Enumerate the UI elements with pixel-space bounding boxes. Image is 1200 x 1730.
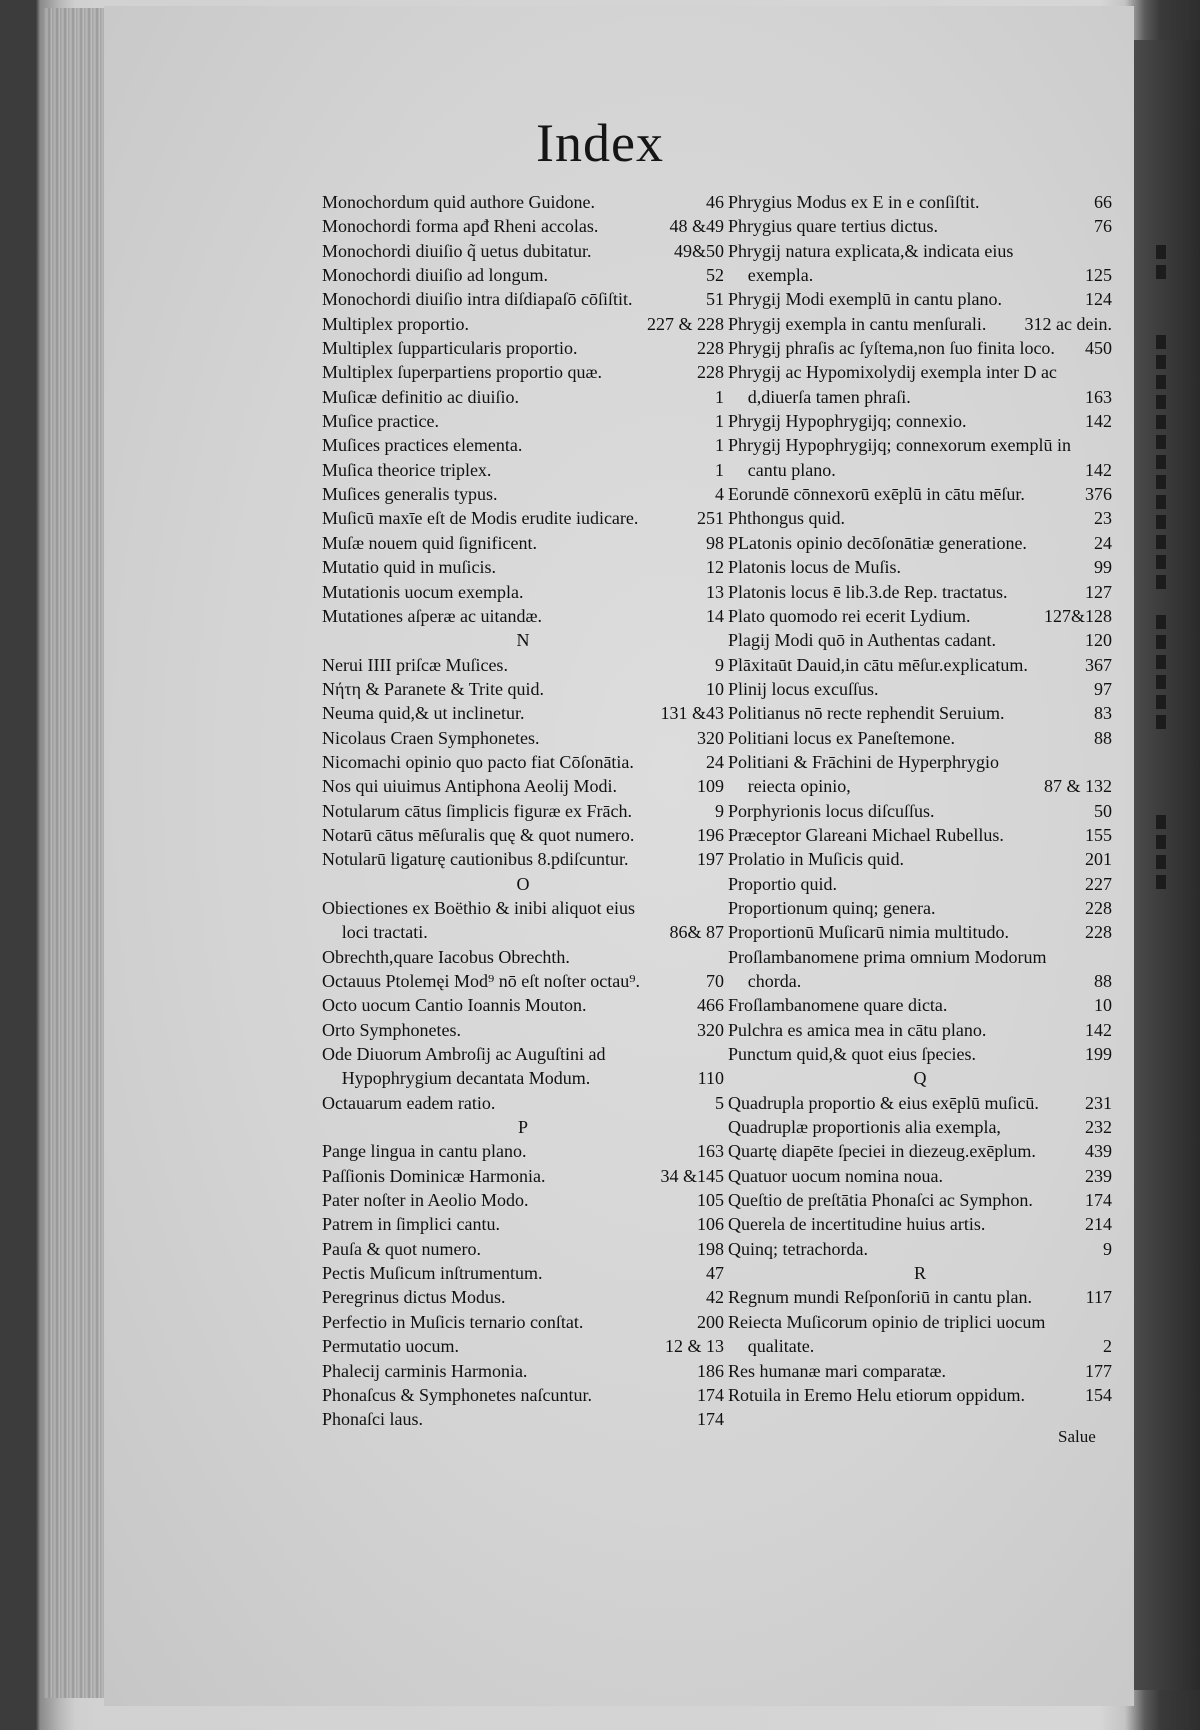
index-entry-page: 142 xyxy=(1085,459,1112,480)
running-title: Index xyxy=(536,113,664,173)
index-entry-term: Plato quomodo rei ecerit Lydium. xyxy=(728,605,971,626)
facing-page-text-fragment xyxy=(1156,535,1166,549)
index-entry-term: Peregrinus dictus Modus. xyxy=(322,1287,506,1308)
index-entry-page: 439 xyxy=(1085,1141,1112,1162)
index-entry-term: Monochordi diuiſio q̃ uetus dubitatur. xyxy=(322,240,592,261)
index-entry-term: Phonaſci laus. xyxy=(322,1409,423,1430)
index-entry-term: Muſæ nouem quid ſignificent. xyxy=(322,532,537,553)
index-entry xyxy=(728,701,1112,725)
index-entry-page: 1 xyxy=(715,459,724,480)
facing-page-text-fragment xyxy=(1156,695,1166,709)
index-entry-term: Nicolaus Craen Symphonetes. xyxy=(322,727,540,748)
index-entry xyxy=(728,1018,1112,1042)
index-entry-page: 312 ac dein. xyxy=(1024,313,1112,334)
index-entry xyxy=(322,701,724,725)
index-entry-term: Platonis locus de Muſis. xyxy=(728,557,902,578)
index-entry-page: 127&128 xyxy=(1043,605,1112,626)
index-entry xyxy=(322,1139,724,1163)
index-entry xyxy=(728,1212,1112,1236)
index-entry xyxy=(322,799,724,823)
index-entry-page: 1 xyxy=(715,435,724,456)
facing-page-text-fragment xyxy=(1156,395,1166,409)
index-entry xyxy=(728,872,1112,896)
facing-page-text-fragment xyxy=(1156,495,1166,509)
index-entry xyxy=(322,1310,724,1334)
index-entry xyxy=(322,847,724,871)
index-entry-term: Mutationis uocum exempla. xyxy=(322,581,524,602)
index-entry-page: 9 xyxy=(715,800,724,821)
index-entry-term: Pange lingua in cantu plano. xyxy=(322,1141,527,1162)
index-entry xyxy=(728,799,1112,823)
index-entry xyxy=(322,726,724,750)
index-entry xyxy=(728,677,1112,701)
index-entry-term: Obrechth,quare Iacobus Obrechth. xyxy=(322,946,570,967)
index-entry-term: Muſica theorice triplex. xyxy=(322,459,492,480)
index-entry-term: Regnum mundi Reſponſoriū in cantu plan. xyxy=(728,1287,1032,1308)
index-entry xyxy=(322,287,724,311)
index-entry-page: 466 xyxy=(697,995,724,1016)
index-entry xyxy=(728,1285,1112,1309)
index-entry-term: Punctum quid,& quot eius ſpecies. xyxy=(728,1044,976,1065)
index-letter-heading: N xyxy=(516,630,530,651)
index-entry-page: 110 xyxy=(697,1068,724,1089)
index-entry xyxy=(322,409,724,433)
index-entry-page: 46 xyxy=(706,192,724,212)
facing-page-text-fragment xyxy=(1156,675,1166,689)
facing-page-edge xyxy=(1134,40,1200,1690)
index-entry xyxy=(322,1261,724,1285)
facing-page-text-fragment xyxy=(1156,575,1166,589)
index-entry xyxy=(728,360,1112,409)
index-entry xyxy=(728,945,1112,994)
index-entry-term: Phalecij carminis Harmonia. xyxy=(322,1360,528,1381)
index-entry-page: 9 xyxy=(1103,1238,1112,1259)
index-entry xyxy=(728,628,1112,652)
index-entry-term: Res humanæ mari comparatæ. xyxy=(728,1360,946,1381)
index-entry xyxy=(728,750,1112,799)
index-entry-term: Phrygius Modus ex E in e conſiſtit. xyxy=(728,192,980,212)
index-entry-page: 48 &49 xyxy=(669,216,724,237)
index-entry-term: Quatuor uocum nomina noua. xyxy=(728,1165,943,1186)
index-entry-page: 66 xyxy=(1094,192,1112,212)
index-entry xyxy=(322,1212,724,1236)
index-entry-term: Monochordi diuiſio ad longum. xyxy=(322,265,548,286)
index-entry xyxy=(728,287,1112,311)
index-entry xyxy=(322,1164,724,1188)
index-entry-term: Muſices generalis typus. xyxy=(322,484,498,505)
index-entry-term: Quadrupla proportio & eius exēplū muſicū. xyxy=(728,1092,1039,1113)
index-entry-term: Multiplex ſuperpartiens proportio quæ. xyxy=(322,362,602,383)
index-entry-page: 124 xyxy=(1085,289,1112,310)
facing-page-text-fragment xyxy=(1156,335,1166,349)
facing-page-text-fragment xyxy=(1156,355,1166,369)
index-entry xyxy=(728,653,1112,677)
index-entry xyxy=(322,1359,724,1383)
index-entry xyxy=(322,555,724,579)
index-entry-page: 251 xyxy=(697,508,724,529)
index-entry-term: Multiplex ſupparticularis proportio. xyxy=(322,338,578,359)
index-entry-term: Nerui IIII priſcæ Muſices. xyxy=(322,654,508,675)
index-entry-term: Plinij locus excuſſus. xyxy=(728,678,879,699)
index-entry xyxy=(728,1237,1112,1261)
facing-page-text-fragment xyxy=(1156,615,1166,629)
index-entry xyxy=(322,214,724,238)
index-entry-page: 177 xyxy=(1085,1360,1112,1381)
index-entry-page: 109 xyxy=(697,776,724,797)
index-entry xyxy=(728,1188,1112,1212)
index-entry xyxy=(728,531,1112,555)
index-entry-page: 142 xyxy=(1085,1019,1112,1040)
index-entry xyxy=(322,969,724,993)
index-entry-page: 227 xyxy=(1085,873,1112,894)
index-entry-term: Orto Symphonetes. xyxy=(322,1019,461,1040)
index-entry-page: 186 xyxy=(697,1360,724,1381)
index-entry-page: 131 &43 xyxy=(660,703,724,724)
index-entry xyxy=(322,190,724,214)
index-entry xyxy=(322,1237,724,1261)
index-entry-page: 154 xyxy=(1085,1384,1112,1405)
index-entry-term: Proportionum quinq; genera. xyxy=(728,897,936,918)
facing-page-text-fragment xyxy=(1156,375,1166,389)
facing-page-text-fragment xyxy=(1156,715,1166,729)
index-entry xyxy=(322,1334,724,1358)
index-entry xyxy=(322,1285,724,1309)
index-entry xyxy=(322,1091,724,1115)
index-entry-page: 5 xyxy=(715,1092,724,1113)
index-entry-page: 24 xyxy=(1094,532,1112,553)
index-entry xyxy=(728,726,1112,750)
index-entry-page: 42 xyxy=(706,1287,724,1308)
index-entry xyxy=(728,506,1112,530)
index-entry-term: Querela de incertitudine huius artis. xyxy=(728,1214,986,1235)
index-entry xyxy=(322,653,724,677)
index-entry-page: 163 xyxy=(1085,386,1112,407)
index-entry-page: 106 xyxy=(697,1214,724,1235)
index-entry xyxy=(322,945,724,969)
index-entry-term: Muſicū maxīe eſt de Modis erudite iudicare. xyxy=(322,508,639,529)
index-entry-term: Patrem in ſimplici cantu. xyxy=(322,1214,500,1235)
index-entry-term: Permutatio uocum. xyxy=(322,1336,459,1357)
index-entry-term: Rotuila in Eremo Helu etiorum oppidum. xyxy=(728,1384,1025,1405)
facing-page-text-fragment xyxy=(1156,835,1166,849)
index-entry-term: Reiecta Muſicorum opinio de triplici uocum qualitate. xyxy=(728,1311,1046,1357)
index-entry-term: Muſice practice. xyxy=(322,411,439,432)
index-entry xyxy=(322,580,724,604)
index-entry xyxy=(728,823,1112,847)
index-entry-term: Phrygij Modi exemplū in cantu plano. xyxy=(728,289,1002,310)
index-entry xyxy=(728,214,1112,238)
index-entry-term: Notularum cātus ſimplicis figuræ ex Frāch. xyxy=(322,800,632,821)
index-entry-page: 201 xyxy=(1085,849,1112,870)
index-entry-page: 99 xyxy=(1094,557,1112,578)
facing-page-text-fragment xyxy=(1156,415,1166,429)
index-entry xyxy=(322,1383,724,1407)
index-entry-term: Quartę diapēte ſpeciei in diezeug.exēplum. xyxy=(728,1141,1036,1162)
index-entry-term: Monochordum quid authore Guidone. xyxy=(322,192,595,212)
index-entry-page: 13 xyxy=(706,581,724,602)
index-column-right xyxy=(728,190,1112,1407)
index-letter-heading: O xyxy=(516,873,530,894)
index-entry-term: Nos qui uiuimus Antiphona Aeolij Modi. xyxy=(322,776,618,797)
index-entry xyxy=(728,1139,1112,1163)
index-entry-page: 120 xyxy=(1085,630,1112,651)
index-entry-page: 320 xyxy=(697,1019,724,1040)
index-entry-term: Notarū cātus mēſuralis quę & quot numero. xyxy=(322,824,635,845)
index-entry-term: Perfectio in Muſicis ternario conſtat. xyxy=(322,1311,584,1332)
index-entry xyxy=(728,336,1112,360)
index-entry-term: Phrygij natura explicata,& indicata eius exempla. xyxy=(728,240,1014,286)
index-entry-term: Pauſa & quot numero. xyxy=(322,1238,481,1259)
index-entry xyxy=(322,239,724,263)
index-entry-page: 97 xyxy=(1094,678,1112,699)
index-entry xyxy=(322,336,724,360)
index-entry-page: 10 xyxy=(706,678,724,699)
index-entry-page: 200 xyxy=(697,1311,724,1332)
index-entry-page: 197 xyxy=(697,849,724,870)
index-entry xyxy=(728,1042,1112,1066)
index-entry xyxy=(728,1310,1112,1359)
index-column-left xyxy=(322,190,724,1432)
index-entry-term: Mutatio quid in muſicis. xyxy=(322,557,496,578)
index-entry-term: Plāxitaūt Dauid,in cātu mēſur.explicatum. xyxy=(728,654,1028,675)
index-entry-page: 127 xyxy=(1085,581,1112,602)
index-entry-page: 227 & 228 xyxy=(646,313,724,334)
index-entry-term: Νήτη & Paranete & Trite quid. xyxy=(322,678,545,699)
index-entry-term: Paſſionis Dominicæ Harmonia. xyxy=(322,1165,546,1186)
index-entry-page: 228 xyxy=(1085,897,1112,918)
index-entry-term: Phonaſcus & Symphonetes naſcuntur. xyxy=(322,1384,592,1405)
index-entry-page: 320 xyxy=(697,727,724,748)
index-entry xyxy=(322,677,724,701)
index-entry xyxy=(322,360,724,384)
index-entry xyxy=(322,750,724,774)
index-entry-page: 76 xyxy=(1094,216,1112,237)
index-letter-heading: P xyxy=(517,1117,528,1138)
index-entry xyxy=(322,1188,724,1212)
index-entry-page: 52 xyxy=(706,265,724,286)
index-entry xyxy=(728,1164,1112,1188)
index-entry-page: 198 xyxy=(697,1238,724,1259)
index-entry xyxy=(728,312,1112,336)
index-entry-term: Politiani & Frāchini de Hyperphrygio reiecta opinio, xyxy=(728,751,999,797)
index-entry-page: 49&50 xyxy=(673,240,724,261)
index-entry xyxy=(728,1115,1112,1139)
index-entry-page: 88 xyxy=(1094,727,1112,748)
index-entry-term: Quinq; tetrachorda. xyxy=(728,1238,868,1259)
index-entry-page: 1 xyxy=(715,386,724,407)
index-entry-page: 155 xyxy=(1085,824,1112,845)
index-letter-heading: R xyxy=(913,1263,926,1284)
facing-page-text-fragment xyxy=(1156,455,1166,469)
facing-page-text-fragment xyxy=(1156,475,1166,489)
index-entry xyxy=(322,458,724,482)
index-entry-term: Politianus nō recte rephendit Seruium. xyxy=(728,703,1005,724)
index-entry xyxy=(322,774,724,798)
index-entry xyxy=(322,312,724,336)
index-entry xyxy=(322,1407,724,1431)
facing-page-text-fragment xyxy=(1156,655,1166,669)
index-entry-term: Pater noſter in Aeolio Modo. xyxy=(322,1190,529,1211)
index-entry-page: 86& 87 xyxy=(669,922,724,943)
index-entry-term: Octauarum eadem ratio. xyxy=(322,1092,496,1113)
index-entry-page: 98 xyxy=(706,532,724,553)
index-entry xyxy=(728,433,1112,482)
facing-page-text-fragment xyxy=(1156,245,1166,259)
index-entry-term: PLatonis opinio decōſonātiæ generatione. xyxy=(728,532,1027,553)
index-entry xyxy=(322,993,724,1017)
index-entry-term: Platonis locus ē lib.3.de Rep. tractatus. xyxy=(728,581,1008,602)
index-entry-page: 174 xyxy=(697,1409,724,1430)
index-entry xyxy=(322,506,724,530)
facing-page-text-fragment xyxy=(1156,875,1166,889)
index-entry-term: Octauus Ptolemęi Mod⁹ nō eſt noſter octau⁹. xyxy=(322,971,640,991)
index-entry-page: 232 xyxy=(1085,1117,1112,1138)
index-letter-heading: Q xyxy=(913,1068,927,1089)
facing-page-text-fragment xyxy=(1156,515,1166,529)
index-entry xyxy=(728,482,1112,506)
index-entry-page: 88 xyxy=(1094,971,1112,991)
index-entry-page: 239 xyxy=(1085,1165,1112,1186)
index-entry xyxy=(728,896,1112,920)
index-entry-page: 12 xyxy=(706,557,724,578)
index-entry-term: Obiectiones ex Boëthio & inibi aliquot eius loci tractati. xyxy=(322,897,635,943)
index-entry-term: Froſlambanomene quare dicta. xyxy=(728,995,948,1016)
facing-page-text-fragment xyxy=(1156,815,1166,829)
facing-page-text-fragment xyxy=(1156,555,1166,569)
index-entry-page: 70 xyxy=(706,971,724,991)
index-entry-term: Phthongus quid. xyxy=(728,508,846,529)
index-entry xyxy=(728,409,1112,433)
index-entry-term: Præceptor Glareani Michael Rubellus. xyxy=(728,824,1004,845)
index-entry-term: Quadruplæ proportionis alia exempla, xyxy=(728,1117,1001,1138)
index-entry-term: Mutationes aſperæ ac uitandæ. xyxy=(322,605,542,626)
index-entry-term: Neuma quid,& ut inclinetur. xyxy=(322,703,525,724)
index-entry-page: 228 xyxy=(697,362,724,383)
page-edges-stack xyxy=(44,8,104,1698)
index-entry xyxy=(728,1383,1112,1407)
index-entry xyxy=(728,604,1112,628)
index-entry-term: Pulchra es amica mea in cātu plano. xyxy=(728,1019,987,1040)
index-entry-term: Monochordi forma apđ Rheni accolas. xyxy=(322,216,599,237)
index-entry-page: 163 xyxy=(697,1141,724,1162)
index-entry-page: 51 xyxy=(706,289,724,310)
index-entry-term: Prolatio in Muſicis quid. xyxy=(728,849,905,870)
index-entry xyxy=(322,531,724,555)
index-entry-page: 10 xyxy=(1094,995,1112,1016)
index-entry-page: 450 xyxy=(1085,338,1112,359)
index-entry xyxy=(322,823,724,847)
index-entry-term: Proſlambanomene prima omnium Modorum chorda. xyxy=(728,946,1047,991)
index-entry-term: Plagij Modi quō in Authentas cadant. xyxy=(728,630,996,651)
index-entry-term: Muſicæ definitio ac diuiſio. xyxy=(322,386,519,407)
index-entry xyxy=(322,604,724,628)
index-entry-page: 214 xyxy=(1085,1214,1112,1235)
index-entry-term: Politiani locus ex Paneſtemone. xyxy=(728,727,955,748)
index-entry-page: 117 xyxy=(1085,1287,1112,1308)
index-entry-page: 105 xyxy=(697,1190,724,1211)
index-entry xyxy=(728,1091,1112,1115)
index-entry-term: Porphyrionis locus diſcuſſus. xyxy=(728,800,935,821)
index-entry-term: Multiplex proportio. xyxy=(322,313,469,334)
index-entry xyxy=(728,1359,1112,1383)
index-entry-term: Pectis Muſicum inſtrumentum. xyxy=(322,1263,543,1284)
index-entry-term: Nicomachi opinio quo pacto fiat Cōſonātia. xyxy=(322,751,634,772)
index-entry xyxy=(728,993,1112,1017)
index-entry-term: Ode Diuorum Ambroſij ac Auguſtini ad Hypophrygium decantata Modum. xyxy=(322,1044,606,1089)
index-entry xyxy=(322,1042,724,1091)
index-entry xyxy=(728,920,1112,944)
index-entry-term: Muſices practices elementa. xyxy=(322,435,523,456)
index-entry xyxy=(322,263,724,287)
index-entry xyxy=(728,190,1112,214)
index-entry xyxy=(728,555,1112,579)
index-entry-term: Phrygij exempla in cantu menſurali. xyxy=(728,313,987,334)
index-entry-page: 376 xyxy=(1085,484,1112,505)
index-entry-term: Notularū ligaturę cautionibus 8.pdiſcuntur. xyxy=(322,849,629,870)
index-entry-page: 174 xyxy=(1085,1190,1112,1211)
facing-page-text-fragment xyxy=(1156,265,1166,279)
index-entry xyxy=(728,847,1112,871)
index-entry-page: 1 xyxy=(715,411,724,432)
index-entry-page: 4 xyxy=(715,484,724,505)
facing-page-text-fragment xyxy=(1156,435,1166,449)
index-entry-page: 87 & 132 xyxy=(1043,776,1112,797)
index-entry-page: 23 xyxy=(1094,508,1112,529)
facing-page-text-fragment xyxy=(1156,855,1166,869)
index-entry-term: Octo uocum Cantio Ioannis Mouton. xyxy=(322,995,587,1016)
index-entry xyxy=(322,433,724,457)
index-entry-term: Eorundē cōnnexorū exēplū in cātu mēſur. xyxy=(728,484,1025,505)
index-entry xyxy=(322,896,724,945)
index-entry-page: 83 xyxy=(1094,703,1112,724)
index-entry-term: Queſtio de preſtātia Phonaſci ac Symphon. xyxy=(728,1190,1033,1211)
catchword: Salue xyxy=(1058,1427,1096,1446)
index-entry-term: Proportio quid. xyxy=(728,873,838,894)
index-entry-page: 367 xyxy=(1085,654,1112,675)
index-entry-page: 196 xyxy=(697,824,724,845)
index-entry-page: 228 xyxy=(1085,922,1112,943)
index-entry xyxy=(322,385,724,409)
index-entry-page: 34 &145 xyxy=(660,1165,724,1186)
index-entry-term: Phrygij Hypophrygijq; connexio. xyxy=(728,411,967,432)
index-entry-term: Proportionū Muſicarū nimia multitudo. xyxy=(728,922,1009,943)
index-entry-page: 50 xyxy=(1094,800,1112,821)
index-entry-term: Phrygij Hypophrygijq; connexorum exemplū in cantu plano. xyxy=(728,435,1071,480)
index-entry-term: Monochordi diuiſio intra diſdiapaſō cōſiſtit. xyxy=(322,289,633,310)
index-entry-page: 228 xyxy=(697,338,724,359)
index-entry-term: Phrygius quare tertius dictus. xyxy=(728,216,938,237)
index-entry-page: 2 xyxy=(1103,1336,1112,1357)
index-entry-page: 199 xyxy=(1085,1044,1112,1065)
index-entry-page: 24 xyxy=(706,751,724,772)
index-entry-page: 14 xyxy=(706,605,724,626)
index-entry-page: 125 xyxy=(1085,265,1112,286)
index-entry-page: 47 xyxy=(706,1263,724,1284)
index-entry-page: 231 xyxy=(1085,1092,1112,1113)
index-entry-page: 9 xyxy=(715,654,724,675)
index-entry-page: 174 xyxy=(697,1384,724,1405)
index-entry-term: Phrygij ac Hypomixolydij exempla inter D ac d,diuerſa tamen phraſi. xyxy=(728,362,1057,407)
index-entry-term: Phrygij phraſis ac ſyſtema,non ſuo finita loco. xyxy=(728,338,1055,359)
index-entry xyxy=(322,482,724,506)
index-entry-page: 142 xyxy=(1085,411,1112,432)
index-entry xyxy=(728,239,1112,288)
index-entry-page: 12 & 13 xyxy=(664,1336,724,1357)
index-entry xyxy=(728,580,1112,604)
facing-page-text-fragment xyxy=(1156,635,1166,649)
index-entry xyxy=(322,1018,724,1042)
